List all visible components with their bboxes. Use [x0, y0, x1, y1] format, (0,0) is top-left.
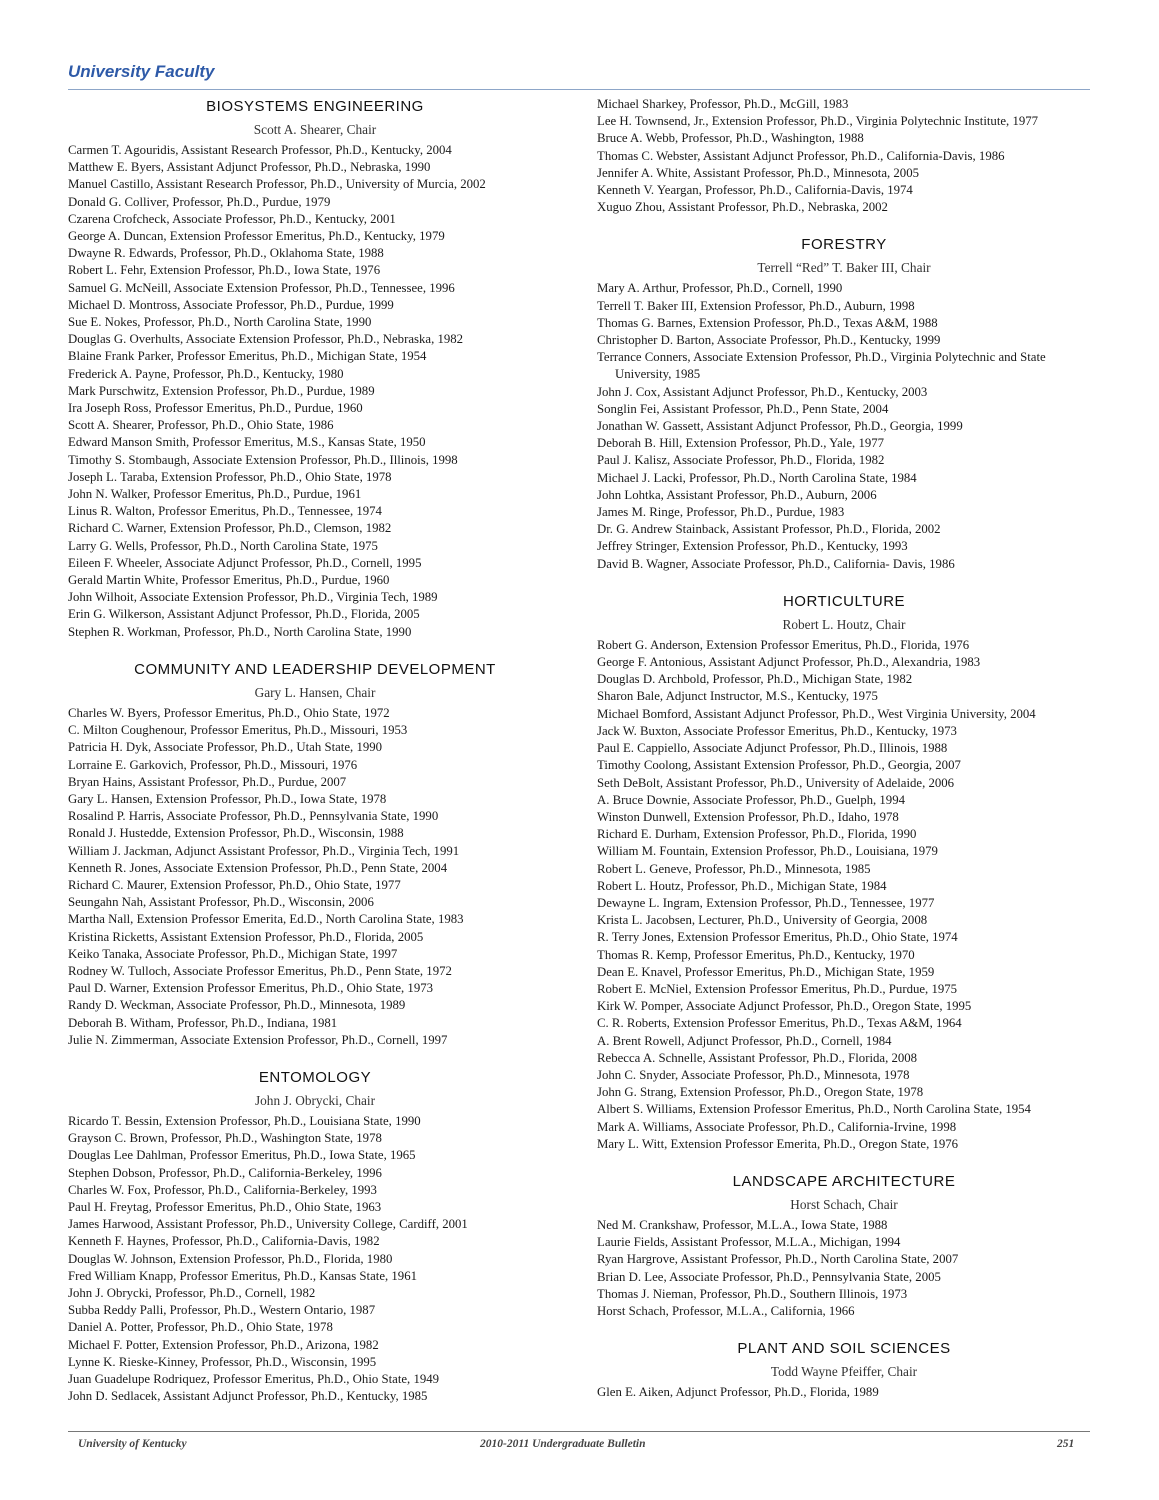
- faculty-entry: Lynne K. Rieske-Kinney, Professor, Ph.D., Wisconsin, 1995: [68, 1354, 377, 1369]
- faculty-entry: Daniel A. Potter, Professor, Ph.D., Ohio State, 1978: [68, 1320, 333, 1335]
- faculty-entry: Juan Guadelupe Rodriquez, Professor Emeritus, Ph.D., Ohio State, 1949: [68, 1372, 440, 1386]
- faculty-entry: Frederick A. Payne, Professor, Ph.D., Kentucky, 1980: [68, 366, 344, 381]
- faculty-entry: Randy D. Weckman, Associate Professor, Ph.D., Minnesota, 1989: [68, 998, 406, 1013]
- department-heading: COMMUNITY AND LEADERSHIP DEVELOPMENT: [134, 660, 496, 678]
- faculty-entry: Joseph L. Taraba, Extension Professor, Ph.D., Ohio State, 1978: [68, 469, 392, 484]
- faculty-entry: Paul E. Cappiello, Associate Adjunct Professor, Ph.D., Illinois, 1988: [597, 741, 948, 756]
- faculty-entry: James Harwood, Assistant Professor, Ph.D., University College, Cardiff, 2001: [68, 1217, 468, 1232]
- faculty-entry: John D. Sedlacek, Assistant Adjunct Professor, Ph.D., Kentucky, 1985: [68, 1389, 428, 1404]
- faculty-entry: Mark Purschwitz, Extension Professor, Ph.D., Purdue, 1989: [68, 383, 375, 398]
- faculty-entry: Dwayne R. Edwards, Professor, Ph.D., Oklahoma State, 1988: [68, 246, 384, 261]
- faculty-entry: Timothy Coolong, Assistant Extension Professor, Ph.D., Georgia, 2007: [597, 758, 961, 773]
- faculty-entry: Julie N. Zimmerman, Associate Extension Professor, Ph.D., Cornell, 1997: [68, 1032, 448, 1047]
- faculty-list: [597, 1217, 1091, 1320]
- faculty-entry: Kenneth R. Jones, Associate Extension Professor, Ph.D., Penn State, 2004: [68, 860, 448, 875]
- faculty-entry: Songlin Fei, Assistant Professor, Ph.D., Penn State, 2004: [597, 401, 889, 416]
- department-heading: PLANT AND SOIL SCIENCES: [737, 1340, 951, 1358]
- faculty-entry: Kenneth V. Yeargan, Professor, Ph.D., California-Davis, 1974: [597, 183, 913, 198]
- faculty-entry: Robert L. Houtz, Professor, Ph.D., Michigan State, 1984: [597, 878, 887, 893]
- department-heading: HORTICULTURE: [782, 592, 906, 610]
- faculty-entry: Deborah B. Hill, Extension Professor, Ph.D., Yale, 1977: [597, 436, 885, 451]
- faculty-entry: Edward Manson Smith, Professor Emeritus, M.S., Kansas State, 1950: [68, 435, 426, 450]
- faculty-entry: Paul D. Warner, Extension Professor Emeritus, Ph.D., Ohio State, 1973: [68, 981, 434, 996]
- faculty-list: [597, 637, 1091, 1153]
- faculty-entry: Michael Bomford, Assistant Adjunct Professor, Ph.D., West Virginia University, 2004: [597, 706, 1036, 721]
- department-chair: Terrell “Red” T. Baker III, Chair: [757, 260, 931, 276]
- right-column: [597, 96, 1091, 1401]
- faculty-list: [68, 142, 562, 641]
- faculty-entry: Rebecca A. Schnelle, Assistant Professor, Ph.D., Florida, 2008: [597, 1050, 918, 1065]
- faculty-entry: Mark A. Williams, Associate Professor, Ph.D., California-Irvine, 1998: [597, 1119, 957, 1134]
- header-divider: [68, 89, 1090, 90]
- faculty-entry: Richard E. Durham, Extension Professor, Ph.D., Florida, 1990: [597, 827, 917, 842]
- department-heading: BIOSYSTEMS ENGINEERING: [206, 98, 424, 115]
- faculty-entry: John G. Strang, Extension Professor, Ph.D., Oregon State, 1978: [597, 1085, 924, 1100]
- faculty-entry: Glen E. Aiken, Adjunct Professor, Ph.D., Florida, 1989: [597, 1385, 879, 1400]
- faculty-entry: Seth DeBolt, Assistant Professor, Ph.D., University of Adelaide, 2006: [597, 775, 955, 790]
- faculty-entry: Mary L. Witt, Extension Professor Emerita, Ph.D., Oregon State, 1976: [597, 1136, 959, 1151]
- faculty-entry: Brian D. Lee, Associate Professor, Ph.D., Pennsylvania State, 2005: [597, 1269, 941, 1284]
- faculty-entry: Fred William Knapp, Professor Emeritus, Ph.D., Kansas State, 1961: [68, 1268, 417, 1283]
- department-section: [597, 1171, 1091, 1320]
- faculty-entry: Robert E. McNiel, Extension Professor Emeritus, Ph.D., Purdue, 1975: [597, 981, 958, 996]
- department-heading: FORESTRY: [801, 236, 887, 254]
- faculty-entry: C. R. Roberts, Extension Professor Emeritus, Ph.D., Texas A&M, 1964: [597, 1016, 962, 1031]
- faculty-entry: John J. Cox, Assistant Adjunct Professor, Ph.D., Kentucky, 2003: [597, 384, 928, 399]
- faculty-entry: George F. Antonious, Assistant Adjunct Professor, Ph.D., Alexandria, 1983: [597, 655, 981, 670]
- faculty-entry: Mary A. Arthur, Professor, Ph.D., Cornell, 1990: [597, 281, 843, 296]
- faculty-entry: Erin G. Wilkerson, Assistant Adjunct Professor, Ph.D., Florida, 2005: [68, 607, 420, 622]
- faculty-entry: Jennifer A. White, Assistant Professor, Ph.D., Minnesota, 2005: [597, 165, 919, 180]
- faculty-entry: Thomas R. Kemp, Professor Emeritus, Ph.D., Kentucky, 1970: [597, 947, 915, 962]
- department-chair: Robert L. Houtz, Chair: [782, 616, 906, 632]
- faculty-entry: Martha Nall, Extension Professor Emerita, Ed.D., North Carolina State, 1983: [68, 912, 464, 927]
- faculty-entry: Timothy S. Stombaugh, Associate Extension Professor, Ph.D., Illinois, 1998: [68, 452, 458, 467]
- faculty-entry: Michael J. Lacki, Professor, Ph.D., North Carolina State, 1984: [597, 470, 917, 485]
- faculty-entry: Christopher D. Barton, Associate Professor, Ph.D., Kentucky, 1999: [597, 333, 941, 348]
- faculty-entry: Gerald Martin White, Professor Emeritus, Ph.D., Purdue, 1960: [68, 573, 390, 588]
- faculty-entry: Gary L. Hansen, Extension Professor, Ph.D., Iowa State, 1978: [68, 791, 387, 806]
- page-title: University Faculty: [68, 62, 215, 81]
- faculty-entry: Paul H. Freytag, Professor Emeritus, Ph.D., Ohio State, 1963: [68, 1199, 382, 1214]
- faculty-entry: Bryan Hains, Assistant Professor, Ph.D., Purdue, 2007: [68, 774, 347, 789]
- department-section: [597, 1338, 1091, 1401]
- faculty-entry: Eileen F. Wheeler, Associate Adjunct Professor, Ph.D., Cornell, 1995: [68, 555, 422, 570]
- faculty-entry: C. Milton Coughenour, Professor Emeritus, Ph.D., Missouri, 1953: [68, 723, 408, 738]
- left-column: [68, 96, 562, 1405]
- faculty-entry: Sharon Bale, Adjunct Instructor, M.S., Kentucky, 1975: [597, 689, 878, 704]
- faculty-entry: Horst Schach, Professor, M.L.A., California, 1966: [597, 1303, 855, 1318]
- faculty-entry: Douglas Lee Dahlman, Professor Emeritus, Ph.D., Iowa State, 1965: [68, 1148, 416, 1163]
- department-section: [68, 96, 562, 641]
- faculty-entry: Charles W. Byers, Professor Emeritus, Ph.D., Ohio State, 1972: [68, 705, 390, 720]
- faculty-entry: Lee H. Townsend, Jr., Extension Professor, Ph.D., Virginia Polytechnic Institute, 1977: [597, 114, 1039, 129]
- department-chair: Scott A. Shearer, Chair: [253, 122, 377, 137]
- faculty-entry: Kirk W. Pomper, Associate Adjunct Professor, Ph.D., Oregon State, 1995: [597, 999, 972, 1014]
- faculty-entry: Larry G. Wells, Professor, Ph.D., North Carolina State, 1975: [68, 538, 378, 553]
- faculty-entry: Ned M. Crankshaw, Professor, M.L.A., Iowa State, 1988: [597, 1217, 888, 1232]
- footer-university: University of Kentucky: [78, 1438, 187, 1450]
- department-chair: John J. Obrycki, Chair: [254, 1092, 376, 1108]
- faculty-entry: Subba Reddy Palli, Professor, Ph.D., Western Ontario, 1987: [68, 1303, 376, 1318]
- faculty-entry: Richard C. Maurer, Extension Professor, Ph.D., Ohio State, 1977: [68, 877, 401, 892]
- faculty-entry: Samuel G. McNeill, Associate Extension Professor, Ph.D., Tennessee, 1996: [68, 280, 455, 295]
- faculty-entry: Czarena Crofcheck, Associate Professor, Ph.D., Kentucky, 2001: [68, 211, 396, 226]
- faculty-entry: Grayson C. Brown, Professor, Ph.D., Washington State, 1978: [68, 1131, 382, 1146]
- faculty-entry: Patricia H. Dyk, Associate Professor, Ph.D., Utah State, 1990: [68, 740, 383, 755]
- faculty-entry: Linus R. Walton, Professor Emeritus, Ph.D., Tennessee, 1974: [68, 504, 382, 519]
- faculty-entry: John Wilhoit, Associate Extension Professor, Ph.D., Virginia Tech, 1989: [68, 590, 438, 605]
- faculty-entry: Michael F. Potter, Extension Professor, Ph.D., Arizona, 1982: [68, 1337, 379, 1352]
- faculty-list: [68, 1113, 562, 1405]
- faculty-entry: Charles W. Fox, Professor, Ph.D., California-Berkeley, 1993: [68, 1182, 377, 1197]
- faculty-entry: Blaine Frank Parker, Professor Emeritus, Ph.D., Michigan State, 1954: [68, 349, 427, 364]
- page-number: 251: [1057, 1438, 1075, 1450]
- faculty-entry: Albert S. Williams, Extension Professor Emeritus, Ph.D., North Carolina State, 1954: [597, 1102, 1031, 1117]
- department-heading: ENTOMOLOGY: [258, 1068, 372, 1086]
- faculty-entry: Seungahn Nah, Assistant Professor, Ph.D., Wisconsin, 2006: [68, 895, 374, 910]
- faculty-entry: Ryan Hargrove, Assistant Professor, Ph.D., North Carolina State, 2007: [597, 1252, 959, 1267]
- faculty-entry: Dr. G. Andrew Stainback, Assistant Professor, Ph.D., Florida, 2002: [597, 522, 941, 537]
- faculty-entry: John J. Obrycki, Professor, Ph.D., Cornell, 1982: [68, 1285, 316, 1300]
- faculty-entry: John N. Walker, Professor Emeritus, Ph.D., Purdue, 1961: [68, 487, 362, 502]
- faculty-entry: John C. Snyder, Associate Professor, Ph.D., Minnesota, 1978: [597, 1067, 910, 1082]
- faculty-entry: Terrance Conners, Associate Extension Professor, Ph.D., Virginia Polytechnic and State University, 1985: [597, 350, 1046, 382]
- footer-bulletin-title: 2010-2011 Undergraduate Bulletin: [480, 1438, 646, 1450]
- faculty-entry: Matthew E. Byers, Assistant Adjunct Professor, Ph.D., Nebraska, 1990: [68, 160, 431, 175]
- faculty-entry: Keiko Tanaka, Associate Professor, Ph.D., Michigan State, 1997: [68, 946, 398, 961]
- faculty-entry: Douglas G. Overhults, Associate Extension Professor, Ph.D., Nebraska, 1982: [68, 332, 464, 347]
- faculty-entry: Carmen T. Agouridis, Assistant Research Professor, Ph.D., Kentucky, 2004: [68, 143, 452, 157]
- faculty-entry: George A. Duncan, Extension Professor Emeritus, Ph.D., Kentucky, 1979: [68, 229, 445, 244]
- faculty-entry: Lorraine E. Garkovich, Professor, Ph.D., Missouri, 1976: [68, 757, 358, 772]
- department-heading: LANDSCAPE ARCHITECTURE: [732, 1172, 956, 1190]
- faculty-entry: Douglas D. Archbold, Professor, Ph.D., Michigan State, 1982: [597, 672, 913, 687]
- department-chair: Gary L. Hansen, Chair: [254, 684, 376, 700]
- faculty-entry: Ronald J. Hustedde, Extension Professor, Ph.D., Wisconsin, 1988: [68, 826, 404, 841]
- faculty-entry: Robert G. Anderson, Extension Professor Emeritus, Ph.D., Florida, 1976: [597, 637, 970, 652]
- department-section: [597, 234, 1091, 572]
- faculty-entry: Thomas J. Nieman, Professor, Ph.D., Southern Illinois, 1973: [597, 1286, 908, 1301]
- faculty-entry: Deborah B. Witham, Professor, Ph.D., Indiana, 1981: [68, 1015, 338, 1030]
- faculty-entry: John Lohtka, Assistant Professor, Ph.D., Auburn, 2006: [597, 487, 877, 502]
- faculty-entry: William M. Fountain, Extension Professor, Ph.D., Louisiana, 1979: [597, 844, 938, 859]
- faculty-entry: A. Brent Rowell, Adjunct Professor, Ph.D., Cornell, 1984: [597, 1033, 892, 1048]
- faculty-list: [597, 1384, 1091, 1401]
- faculty-entry: William J. Jackman, Adjunct Assistant Professor, Ph.D., Virginia Tech, 1991: [68, 843, 460, 858]
- faculty-entry: Winston Dunwell, Extension Professor, Ph.D., Idaho, 1978: [597, 809, 899, 824]
- faculty-list-continued: [597, 96, 1091, 216]
- faculty-list: [597, 280, 1091, 572]
- faculty-entry: Manuel Castillo, Assistant Research Professor, Ph.D., University of Murcia, 2002: [68, 177, 486, 192]
- faculty-entry: Thomas C. Webster, Assistant Adjunct Professor, Ph.D., California-Davis, 1986: [597, 148, 1005, 163]
- faculty-entry: Donald G. Colliver, Professor, Ph.D., Purdue, 1979: [68, 194, 331, 209]
- department-chair: Todd Wayne Pfeiffer, Chair: [770, 1364, 918, 1380]
- faculty-entry: Jack W. Buxton, Associate Professor Emeritus, Ph.D., Kentucky, 1973: [597, 723, 957, 738]
- footer-divider: [68, 1431, 1090, 1432]
- faculty-entry: James M. Ringe, Professor, Ph.D., Purdue, 1983: [597, 505, 845, 520]
- faculty-entry: Stephen R. Workman, Professor, Ph.D., North Carolina State, 1990: [68, 624, 412, 639]
- department-section: [597, 591, 1091, 1153]
- faculty-entry: Krista L. Jacobsen, Lecturer, Ph.D., University of Georgia, 2008: [597, 913, 928, 928]
- faculty-entry: Terrell T. Baker III, Extension Professor, Ph.D., Auburn, 1998: [597, 298, 915, 313]
- faculty-entry: Michael Sharkey, Professor, Ph.D., McGill, 1983: [597, 97, 849, 111]
- faculty-entry: Rosalind P. Harris, Associate Professor, Ph.D., Pennsylvania State, 1990: [68, 809, 439, 824]
- faculty-entry: Dean E. Knavel, Professor Emeritus, Ph.D., Michigan State, 1959: [597, 964, 935, 979]
- faculty-entry: Jeffrey Stringer, Extension Professor, Ph.D., Kentucky, 1993: [597, 539, 908, 554]
- faculty-entry: Stephen Dobson, Professor, Ph.D., California-Berkeley, 1996: [68, 1165, 382, 1180]
- faculty-entry: Ricardo T. Bessin, Extension Professor, Ph.D., Louisiana State, 1990: [68, 1113, 421, 1128]
- faculty-entry: Xuguo Zhou, Assistant Professor, Ph.D., Nebraska, 2002: [597, 200, 888, 215]
- department-section: [68, 1067, 562, 1405]
- faculty-entry: Dewayne L. Ingram, Extension Professor, Ph.D., Tennessee, 1977: [597, 895, 935, 910]
- faculty-entry: Kristina Ricketts, Assistant Extension Professor, Ph.D., Florida, 2005: [68, 929, 424, 944]
- faculty-entry: Rodney W. Tulloch, Associate Professor Emeritus, Ph.D., Penn State, 1972: [68, 963, 452, 978]
- department-section: [68, 659, 562, 1049]
- faculty-entry: R. Terry Jones, Extension Professor Emeritus, Ph.D., Ohio State, 1974: [597, 930, 958, 945]
- faculty-entry: David B. Wagner, Associate Professor, Ph.D., California- Davis, 1986: [597, 556, 955, 571]
- faculty-entry: Richard C. Warner, Extension Professor, Ph.D., Clemson, 1982: [68, 521, 392, 536]
- faculty-entry: A. Bruce Downie, Associate Professor, Ph.D., Guelph, 1994: [597, 792, 905, 807]
- faculty-entry: Robert L. Fehr, Extension Professor, Ph.D., Iowa State, 1976: [68, 263, 381, 278]
- faculty-entry: Michael D. Montross, Associate Professor, Ph.D., Purdue, 1999: [68, 297, 394, 312]
- faculty-entry: Sue E. Nokes, Professor, Ph.D., North Carolina State, 1990: [68, 315, 372, 330]
- faculty-entry: Laurie Fields, Assistant Professor, M.L.A., Michigan, 1994: [597, 1235, 901, 1250]
- faculty-entry: Douglas W. Johnson, Extension Professor, Ph.D., Florida, 1980: [68, 1251, 393, 1266]
- faculty-entry: Paul J. Kalisz, Associate Professor, Ph.D., Florida, 1982: [597, 453, 885, 468]
- faculty-entry: Jonathan W. Gassett, Assistant Adjunct Professor, Ph.D., Georgia, 1999: [597, 419, 963, 434]
- faculty-entry: Kenneth F. Haynes, Professor, Ph.D., California-Davis, 1982: [68, 1234, 380, 1249]
- faculty-entry: Thomas G. Barnes, Extension Professor, Ph.D., Texas A&M, 1988: [597, 315, 938, 330]
- department-chair: Horst Schach, Chair: [790, 1196, 898, 1212]
- faculty-list: [68, 705, 562, 1049]
- faculty-entry: Ira Joseph Ross, Professor Emeritus, Ph.D., Purdue, 1960: [68, 401, 363, 416]
- faculty-entry: Robert L. Geneve, Professor, Ph.D., Minnesota, 1985: [597, 861, 871, 876]
- faculty-entry: Scott A. Shearer, Professor, Ph.D., Ohio State, 1986: [68, 418, 334, 433]
- faculty-entry: Bruce A. Webb, Professor, Ph.D., Washington, 1988: [597, 131, 864, 146]
